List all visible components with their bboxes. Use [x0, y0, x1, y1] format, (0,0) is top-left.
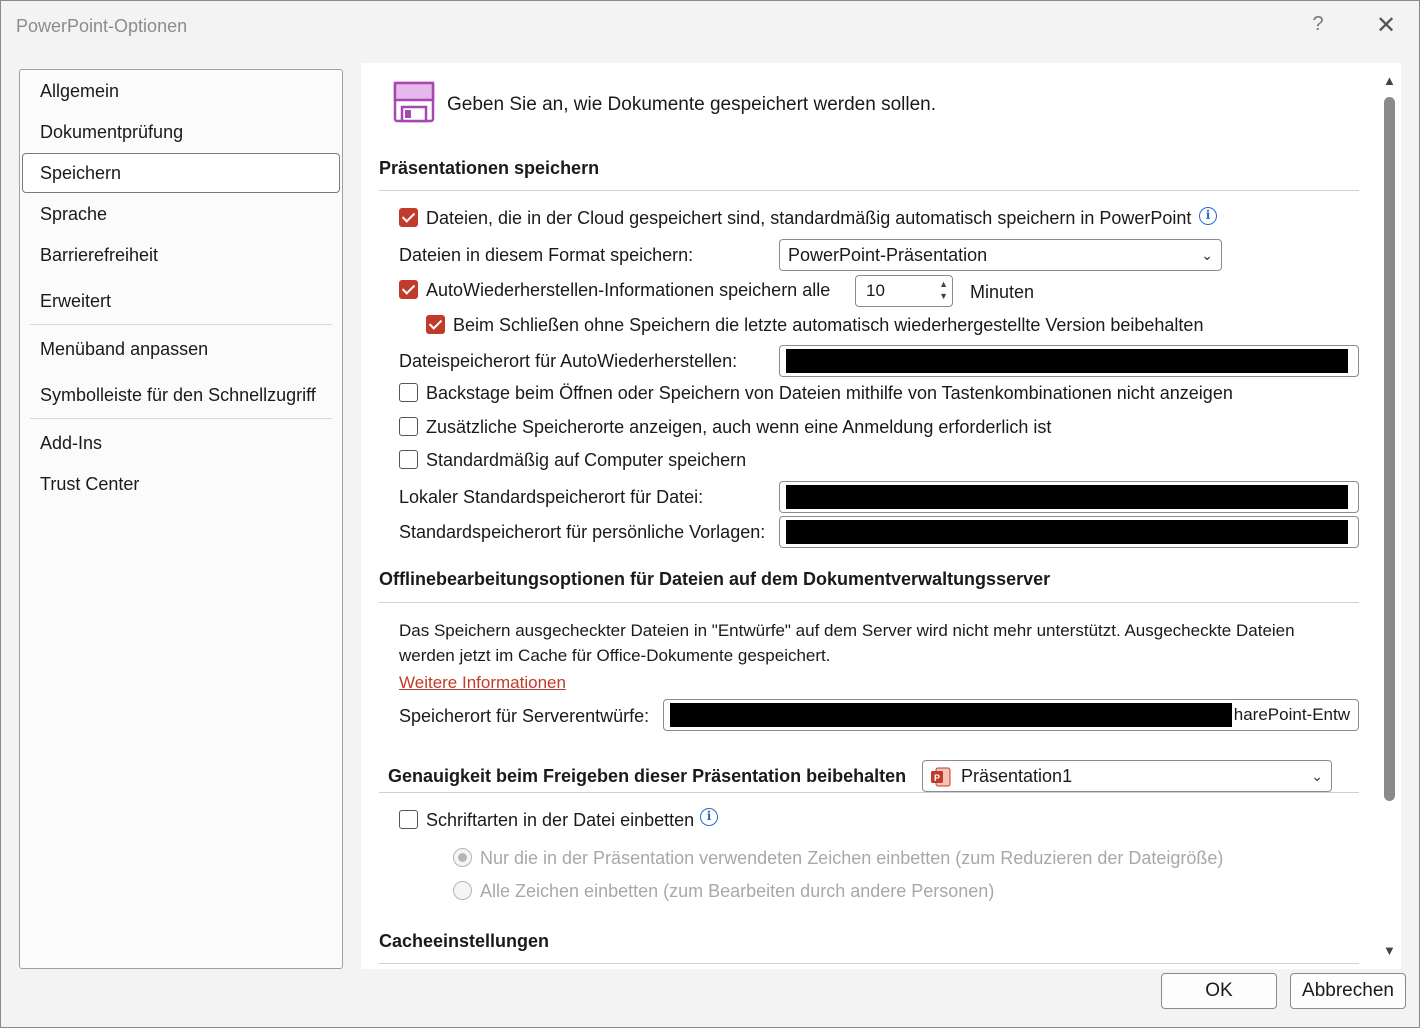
chevron-down-icon: ⌄ — [1311, 768, 1323, 784]
redacted-path — [670, 703, 1232, 727]
backstage-checkbox[interactable] — [399, 383, 418, 402]
scroll-down-icon[interactable]: ▼ — [1383, 943, 1396, 958]
additional-locations-label: Zusätzliche Speicherorte anzeigen, auch wenn eine Anmeldung erforderlich ist — [426, 417, 1052, 437]
autorecover-checkbox[interactable] — [399, 280, 418, 299]
embed-fonts-label: Schriftarten in der Datei einbetten — [426, 810, 695, 830]
scroll-up-icon[interactable]: ▲ — [1383, 73, 1396, 88]
save-to-computer-label: Standardmäßig auf Computer speichern — [426, 450, 747, 470]
nav-item-allgemein[interactable]: Allgemein — [40, 81, 120, 101]
floppy-disk-icon — [393, 81, 435, 123]
page-description: Geben Sie an, wie Dokumente gespeichert werden sollen. — [447, 94, 937, 115]
format-select[interactable] — [779, 239, 1222, 271]
radio-used-chars-label: Nur die in der Präsentation verwendeten Zeichen einbetten (zum Reduzieren der Dateigröße) — [480, 848, 1224, 868]
svg-text:P: P — [933, 773, 941, 783]
redacted-path — [786, 485, 1348, 509]
autorecover-location-label: Dateispeicherort für AutoWiederherstellen: — [399, 351, 738, 371]
nav-item-barrierefreiheit[interactable]: Barrierefreiheit — [40, 245, 159, 265]
close-button[interactable] — [1371, 11, 1401, 41]
nav-item-dokumentpruefung[interactable]: Dokumentprüfung — [40, 122, 184, 142]
redacted-path — [786, 349, 1348, 373]
embed-fonts-checkbox[interactable] — [399, 810, 418, 829]
section-divider — [379, 602, 1359, 603]
section-divider — [379, 792, 1359, 793]
server-drafts-input[interactable] — [663, 699, 1359, 731]
chevron-down-icon: ⌄ — [1201, 247, 1213, 263]
cancel-button[interactable]: Abbrechen — [1290, 973, 1406, 1009]
more-info-link[interactable]: Weitere Informationen — [399, 673, 566, 692]
radio-all-chars[interactable] — [453, 881, 472, 900]
autorecover-label: AutoWiederherstellen-Informationen speichern alle — [426, 280, 831, 300]
templates-location-input[interactable] — [779, 516, 1359, 548]
window-title: PowerPoint-Optionen — [16, 16, 188, 36]
redacted-path — [786, 520, 1348, 544]
save-to-computer-checkbox[interactable] — [399, 450, 418, 469]
autosave-cloud-checkbox[interactable] — [399, 208, 418, 227]
section-divider — [379, 963, 1359, 964]
local-default-location-input[interactable] — [779, 481, 1359, 513]
autorecover-minutes-value: 10 — [866, 281, 885, 300]
nav-item-menueband[interactable]: Menüband anpassen — [40, 339, 209, 359]
nav-item-schnellzugriff[interactable]: Symbolleiste für den Schnellzugriff — [40, 385, 316, 405]
content-pane — [361, 63, 1401, 969]
powerpoint-icon — [931, 767, 951, 787]
category-nav — [19, 69, 343, 969]
spin-arrows-icon[interactable]: ▲ ▼ — [939, 279, 948, 301]
format-label: Dateien in diesem Format speichern: — [399, 245, 694, 265]
server-drafts-visible-text: harePoint-Entw — [1233, 705, 1350, 724]
content-scrollbar[interactable] — [1379, 67, 1401, 967]
format-select-value: PowerPoint-Präsentation — [788, 245, 988, 265]
keep-last-version-checkbox[interactable] — [426, 315, 445, 334]
close-icon: ✕ — [1375, 12, 1397, 39]
offline-description-line2: werden jetzt im Cache für Office-Dokumente gespeichert. — [399, 646, 831, 665]
nav-divider — [30, 324, 332, 325]
offline-description-line1: Das Speichern ausgecheckter Dateien in "Entwürfe" auf dem Server wird nicht mehr unterstützt. Ausgecheckte Dateien — [399, 621, 1295, 640]
nav-divider — [30, 418, 332, 419]
section-title-save: Präsentationen speichern — [379, 158, 600, 178]
nav-item-addins[interactable]: Add-Ins — [40, 433, 103, 453]
scrollbar-thumb[interactable] — [1384, 97, 1395, 801]
radio-used-chars[interactable] — [453, 848, 472, 867]
presentation-select-value: Präsentation1 — [961, 766, 1073, 786]
nav-item-sprache[interactable]: Sprache — [40, 204, 108, 224]
info-icon[interactable]: i — [1199, 207, 1217, 225]
section-title-cache: Cacheeinstellungen — [379, 931, 550, 951]
radio-all-chars-label: Alle Zeichen einbetten (zum Bearbeiten durch andere Personen) — [480, 881, 995, 901]
nav-item-trustcenter[interactable]: Trust Center — [40, 474, 140, 494]
templates-location-label: Standardspeicherort für persönliche Vorlagen: — [399, 522, 766, 542]
presentation-select[interactable] — [922, 760, 1332, 792]
autorecover-minutes-stepper[interactable] — [855, 275, 953, 307]
autosave-cloud-label: Dateien, die in der Cloud gespeichert sind, standardmäßig automatisch speichern in PowerPoint — [426, 208, 1192, 228]
section-title-fidelity: Genauigkeit beim Freigeben dieser Präsentation beibehalten — [388, 766, 907, 786]
ok-button[interactable]: OK — [1161, 973, 1277, 1009]
nav-item-speichern[interactable]: Speichern — [40, 163, 122, 183]
additional-locations-checkbox[interactable] — [399, 417, 418, 436]
section-title-offline: Offlinebearbeitungsoptionen für Dateien auf dem Dokumentverwaltungsserver — [379, 569, 1051, 589]
info-icon[interactable]: i — [700, 808, 718, 826]
help-button[interactable]: ? — [1312, 13, 1324, 35]
minutes-unit-label: Minuten — [970, 282, 1035, 302]
backstage-label: Backstage beim Öffnen oder Speichern von Dateien mithilfe von Tastenkombinationen nicht anzeigen — [426, 383, 1233, 403]
server-drafts-label: Speicherort für Serverentwürfe: — [399, 706, 650, 726]
keep-last-version-label: Beim Schließen ohne Speichern die letzte automatisch wiederhergestellte Version beibehalten — [453, 315, 1204, 335]
autorecover-location-input[interactable] — [779, 345, 1359, 377]
title-bar — [1, 1, 1419, 53]
nav-item-erweitert[interactable]: Erweitert — [40, 291, 112, 311]
local-default-location-label: Lokaler Standardspeicherort für Datei: — [399, 487, 704, 507]
section-divider — [379, 190, 1359, 191]
